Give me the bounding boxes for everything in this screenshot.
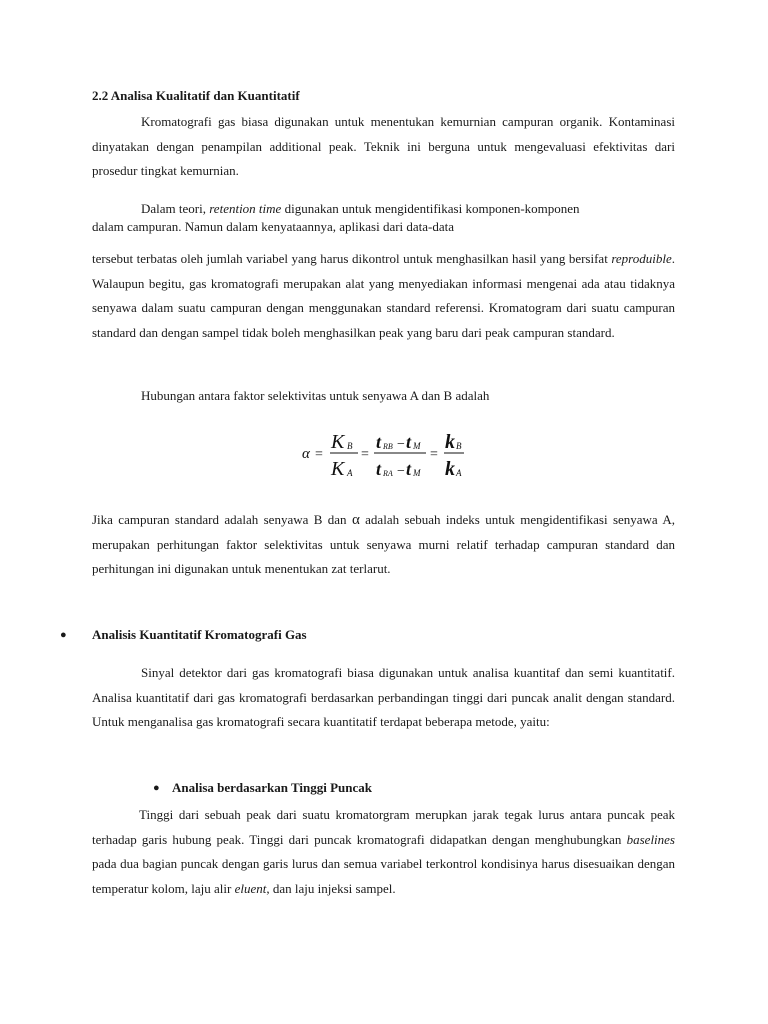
alpha-symbol: α [351,512,360,528]
paragraph-5: Jika campuran standard adalah senyawa B dan α adalah sebuah indeks untuk mengidentifikasi senyawa A, merupakan perhitungan faktor selektivitas untuk senyawa murni relatif terhadap campuran standard dan perhitungan ini digunakan untuk menentukan zat terlarut. [92,512,675,576]
heading-analisis-kuantitatif: Analisis Kuantitatif Kromatografi Gas [92,627,307,642]
formula-sub-A: A [347,468,353,478]
formula-t-m-2: t [406,459,412,479]
formula-equals-2: = [361,447,369,462]
formula-K-numerator: K [331,431,345,453]
paragraph-3: tersebut terbatas oleh jumlah variabel yang harus dikontrol untuk menghasilkan hasil yang bersifat reproduible. Walaupun begitu, gas kromatografi merupakan alat yang menyediakan informasi mengenai ada atau tidaknya senyawa dalam suatu campuran dengan menggunakan standard referensi. Kromatogram dari suatu campuran standard dan dengan sampel tidak boleh menghasilkan peak yang baru dari peak campuran standard. [92,251,675,340]
bullet-icon: ● [60,629,67,641]
paragraph-1: Kromatografi gas biasa digunakan untuk menentukan kemurnian campuran organik. Kontaminasi dinyatakan dengan penampilan additional peak. Teknik ini berguna untuk mengevaluasi efektivitas dari prosedur tingkat kemurnian. [92,114,675,178]
formula-alpha: α [302,446,310,462]
formula-equals-3: = [430,447,438,462]
formula-svg [300,425,480,485]
paragraph-2-line-2: dalam campuran. Namun dalam kenyataannya, aplikasi dari data-data [92,219,455,234]
selectivity-formula [300,425,480,485]
formula-minus-2: − [397,464,405,479]
paragraph-6: Sinyal detektor dari gas kromatografi biasa digunakan untuk analisa kuantitaf dan semi kuantitatif. Analisa kuantitatif dari gas kromatografi berdasarkan perbandingan tinggi dari puncak analit dengan standard. Untuk menganalisa gas kromatografi secara kuantitatif terdapat beberapa metode, yaitu: [92,665,675,729]
formula-t-ra: t [376,459,382,479]
formula-sub-A-2: A [456,468,462,478]
section-title: 2.2 Analisa Kualitatif dan Kuantitatif [92,88,300,103]
formula-sub-M-1: M [413,441,421,451]
formula-sub-RA: RA [383,469,393,478]
formula-sub-B-2: B [456,441,462,451]
formula-k-denominator: k [445,458,455,480]
formula-minus-1: − [397,437,405,452]
formula-sub-B: B [347,441,353,451]
formula-equals-1: = [315,447,323,462]
paragraph-4: Hubungan antara faktor selektivitas untuk senyawa A dan B adalah [141,388,490,403]
formula-sub-RB: RB [383,442,393,451]
heading-tinggi-puncak: Analisa berdasarkan Tinggi Puncak [172,780,372,795]
paragraph-7: Tinggi dari sebuah peak dari suatu kromatorgram merupkan jarak tegak lurus antara puncak peak terhadap garis hubung peak. Tinggi dari puncak kromatografi didapatkan dengan menghubungkan baselines pada dua bagian puncak dengan garis lurus dan semua variabel terkontrol kondisinya harus disesuaikan dengan temperatur kolom, laju alir eluent, dan laju injeksi sampel. [92,807,675,896]
formula-t-rb: t [376,432,382,452]
formula-k-numerator: k [445,431,455,453]
bullet-icon: ● [153,782,160,794]
paragraph-2-line-1: Dalam teori, retention time digunakan untuk mengidentifikasi komponen-komponen [141,201,580,216]
formula-K-denominator: K [331,458,345,480]
formula-t-m-1: t [406,432,412,452]
formula-sub-M-2: M [413,468,421,478]
